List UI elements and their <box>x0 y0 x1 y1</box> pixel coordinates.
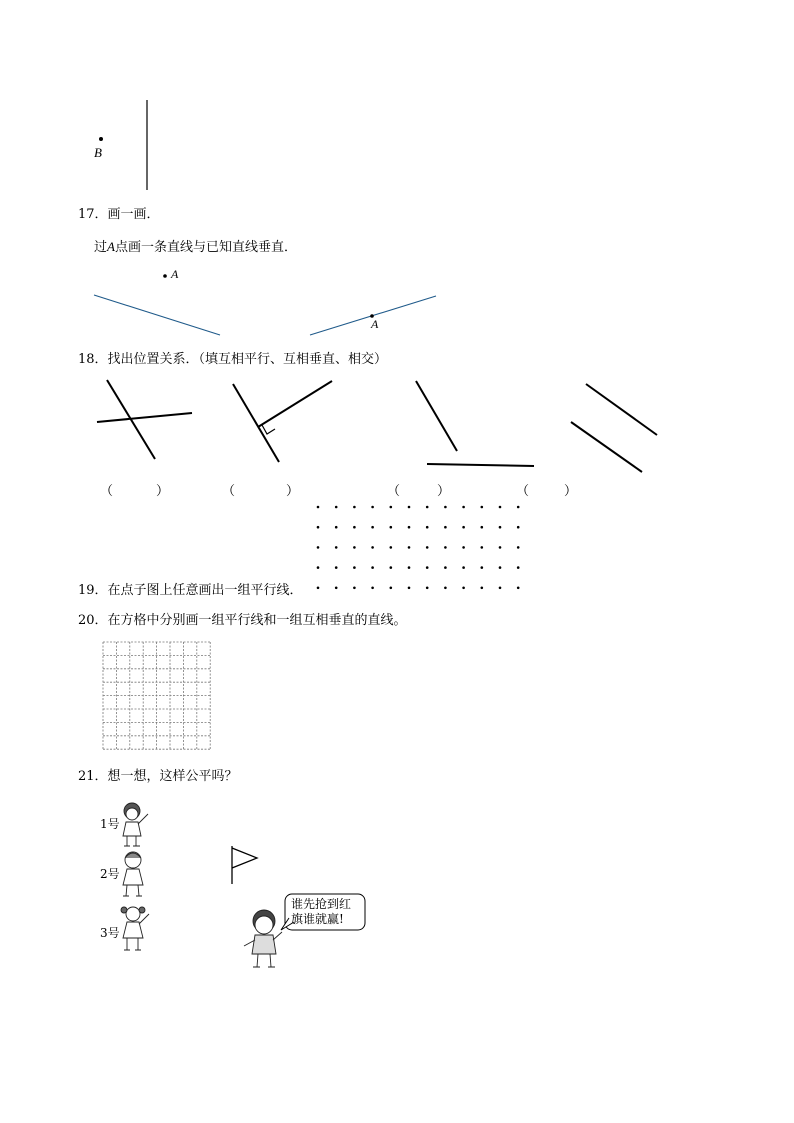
speech-line-1: 谁先抢到红 <box>291 897 352 911</box>
speech-line-2: 旗谁就赢! <box>291 912 344 926</box>
q17-title: 17．画一画． <box>78 207 160 222</box>
q18-answer-1-open: （ <box>100 484 114 499</box>
q18-answer-3-close: ） <box>437 484 451 499</box>
child-3-figure <box>121 907 149 950</box>
q21-label-3: 3号 <box>100 926 120 940</box>
boy-figure <box>244 910 282 967</box>
child-2-figure <box>123 852 143 896</box>
q18-answer-2-close: ） <box>286 484 300 499</box>
q20-title: 20．在方格中分别画一组平行线和一组互相垂直的直线。 <box>78 613 407 628</box>
q17-point-label-left: A <box>171 267 179 281</box>
flag-icon <box>232 846 257 884</box>
q16-point-label: B <box>94 145 102 160</box>
q18-answer-3-open: （ <box>387 484 401 499</box>
q19-title: 19．在点子图上任意画出一组平行线． <box>78 583 303 598</box>
q18-title: 18．找出位置关系．（填互相平行、互相垂直、相交） <box>78 352 388 367</box>
q21-label-1: 1号 <box>100 817 120 831</box>
q18-answer-2-open: （ <box>222 484 236 499</box>
child-1-figure <box>123 803 148 846</box>
q21-title: 21．想一想，这样公平吗？ <box>78 769 238 784</box>
q17-instruction-suffix: 点画一条直线与已知直线垂直． <box>114 240 297 255</box>
q17-instruction-prefix: 过 <box>94 240 108 255</box>
q18-answer-4-close: ） <box>564 484 578 499</box>
q18-answer-4-open: （ <box>516 484 530 499</box>
q17-point-label-right: A <box>371 317 379 331</box>
q21-label-2: 2号 <box>100 867 120 881</box>
q18-answer-1-close: ） <box>156 484 170 499</box>
q17-instruction-point: A <box>107 239 115 254</box>
